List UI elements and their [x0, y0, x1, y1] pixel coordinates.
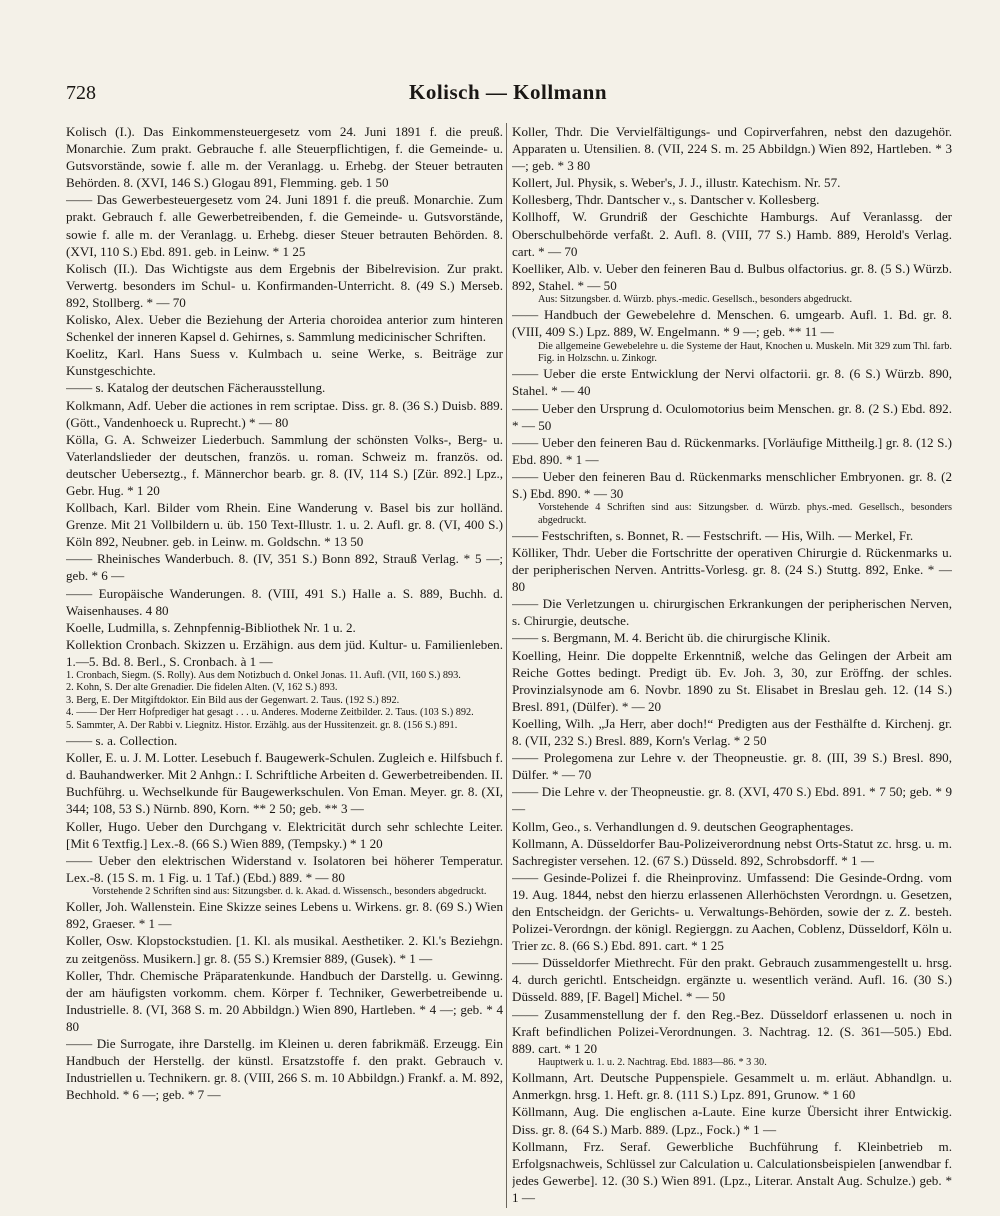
bibliography-entry: —— Rheinisches Wanderbuch. 8. (IV, 351 S.) Bonn 892, Strauß Verlag. * 5 —; geb. * 6 —	[66, 551, 503, 584]
bibliography-entry: —— Die Lehre v. der Theopneustie. gr. 8. (XVI, 470 S.) Ebd. 891. * 7 50; geb. * 9 —	[512, 784, 952, 817]
bibliography-entry: Kolisch (I.). Das Einkommensteuergesetz vom 24. Juni 1891 f. die preuß. Monarchie. Zum prakt. Gebrauche f. alle Steuerpflichtigen, f. die Gemeinde- u. Gutsvorstände, sowie f. alle m. der Veranlagg. u. Erhebg. der Steuer betrauten Behörden. 8. (XVI, 146 S.) Glogau 891, Flemming. geb. 1 50	[66, 124, 503, 191]
series-volume: 3. Berg, E. Der Mitgiftdoktor. Ein Bild aus der Gegenwart. 2. Taus. (192 S.) 892.	[66, 694, 400, 706]
bibliography-entry: —— Ueber die erste Entwicklung der Nervi olfactorii. gr. 8. (6 S.) Würzb. 890, Stahel. * — 40	[512, 366, 952, 399]
series-volume: 1. Cronbach, Siegm. (S. Rolly). Aus dem Notizbuch d. Onkel Jonas. 11. Aufl. (VII, 160 S.) 893.	[66, 670, 461, 681]
bibliography-entry: Kollesberg, Thdr. Dantscher v., s. Dantscher v. Kollesberg.	[512, 192, 820, 208]
bibliography-entry: Koller, Thdr. Chemische Präparatenkunde. Handbuch der Darstellg. u. Gewinng. der am häufigsten vorkomm. chem. Körper f. Techniker, Gewerbetreibende u. Industrielle. 8. (VI, 368 S. m. 20 Abbildgn.) Wien 890, Hartleben. * 4 —; geb. * 4 80	[66, 967, 503, 1034]
column-divider	[506, 123, 507, 1208]
footnote: Aus: Sitzungsber. d. Würzb. phys.-medic. Gesellsch., besonders abgedruckt.	[538, 293, 853, 305]
bibliography-entry: Koller, E. u. J. M. Lotter. Lesebuch f. Baugewerk-Schulen. Zugleich e. Hilfsbuch f. d. Bauhandwerker. Mit 2 Anhgn.: I. Schriftliche Arbeiten d. Gewerbetreibenden. II. Buchführg. u. Wechselkunde für Baugewerkschulen. Von Eman. Meyer. gr. 8. (XI, 344; 108, 53 S.) Nürnb. 890, Korn. ** 2 50; geb. ** 3 —	[66, 750, 503, 817]
bibliography-entry: —— Düsseldorfer Miethrecht. Für den prakt. Gebrauch zusammengestellt u. hrsg. 4. durch gerichtl. Entscheidgn. ergänzte u. wesentlich veränd. Aufl. 16. (30 S.) Düsseld. 889, [F. Bagel] Michel. * — 50	[512, 955, 952, 1005]
footnote: Vorstehende 4 Schriften sind aus: Sitzungsber. d. Würzb. phys.-med. Gesellsch., besonders abgedruckt.	[538, 502, 952, 526]
bibliography-entry: Köllmann, Aug. Die englischen a-Laute. Eine kurze Übersicht ihrer Entwickig. Diss. gr. 8. (64 S.) Marb. 889. (Lpz., Fock.) * 1 —	[512, 1104, 952, 1137]
bibliography-entry: Koelle, Ludmilla, s. Zehnpfennig-Bibliothek Nr. 1 u. 2.	[66, 619, 356, 635]
bibliography-entry: Kollmann, Frz. Seraf. Gewerbliche Buchführung f. Kleinbetrieb m. Erfolgsnachweis, Schlüssel zur Calculation u. Calculationsbeispielen [anwendbar f. jedes Gewerbe]. 12. (30 S.) Wien 891. (Lpz., Literar. Anstalt Aug. Schulze.) geb. * 1 —	[512, 1138, 952, 1205]
right-column	[512, 123, 952, 1208]
bibliography-entry: —— Handbuch der Gewebelehre d. Menschen. 6. umgearb. Aufl. 1. Bd. gr. 8. (VIII, 409 S.) Lpz. 889, W. Engelmann. * 9 —; geb. ** 11 —	[512, 307, 952, 340]
bibliography-entry: —— Festschriften, s. Bonnet, R. — Festschrift. — His, Wilh. — Merkel, Fr.	[512, 527, 914, 543]
bibliography-entry: Kollhoff, W. Grundriß der Geschichte Hamburgs. Auf Veranlassg. der Oberschulbehörde verfaßt. 2. Aufl. 8. (VIII, 77 S.) Hamb. 889, Herold's Verlag. cart. * — 70	[512, 209, 952, 259]
bibliography-entry: —— Zusammenstellung der f. den Reg.-Bez. Düsseldorf erlassenen u. noch in Kraft befindlichen Polizei-Verordnungen. 3. Nachtrag. 12. (S. 361—505.) Ebd. 889. cart. * 1 20	[512, 1006, 952, 1056]
series-volume: 2. Kohn, S. Der alte Grenadier. Die fidelen Alten. (V, 162 S.) 893.	[66, 682, 338, 694]
running-title: Kolisch — Kollmann	[408, 80, 608, 104]
bibliography-entry: Koelling, Heinr. Die doppelte Erkenntniß, welche das Gelingen der Arbeit am Reiche Gottes bedingt. Predigt üb. Ev. Joh. 3, 30, zur Eröffng. der schles. Provinzialsynode am 6. Novbr. 1890 zu St. Elisabet in Breslau geh. 12. (14 S.) Bresl. 891, (Dülfer). * — 20	[512, 647, 952, 714]
bibliography-entry: Kollektion Cronbach. Skizzen u. Erzähign. aus dem jüd. Kultur- u. Familienleben. 1.—5. Bd. 8. Berl., S. Cronbach. à 1 —	[66, 636, 503, 669]
bibliography-entry: —— s. Katalog der deutschen Fächerausstellung.	[66, 380, 326, 396]
bibliography-entry: Koller, Thdr. Die Vervielfältigungs- und Copirverfahren, nebst den dazugehör. Apparaten u. Utensilien. 8. (VII, 224 S. m. 25 Abbildgn.) Wien 892, Hartleben. * 3 —; geb. * 3 80	[512, 124, 952, 174]
bibliography-entry: Koller, Hugo. Ueber den Durchgang v. Elektricität durch sehr schlechte Leiter. [Mit 6 Textfig.] Lex.-8. (66 S.) Wien 889, (Tempsky.) * 1 20	[66, 818, 503, 851]
footnote: Vorstehende 2 Schriften sind aus: Sitzungsber. d. k. Akad. d. Wissensch., besonders abgedruckt.	[92, 885, 487, 897]
bibliography-entry: Koller, Osw. Klopstockstudien. [1. Kl. als musikal. Aesthetiker. 2. Kl.'s Beziehgn. zu zeitgenöss. Musikern.] gr. 8. (55 S.) Kremsier 889, (Gusek). * 1 —	[66, 933, 503, 966]
page-number: 728	[66, 82, 96, 104]
bibliography-entry: Kollbach, Karl. Bilder vom Rhein. Eine Wanderung v. Basel bis zur holländ. Grenze. Mit 21 Vollbildern u. üb. 150 Text-Illustr. 1. u. 2. Aufl. gr. 8. (VI, 400 S.) Köln 892, Neubner. geb. in Leinw. m. Goldschn. * 13 50	[66, 500, 503, 550]
bibliography-entry: —— Das Gewerbesteuergesetz vom 24. Juni 1891 f. die preuß. Monarchie. Zum prakt. Gebrauch f. alle Gewerbetreibenden, f. die Gemeinde- u. Gutsvorstände, sowie f. alle m. der Veranlagg. u. Erhebg. dieser Steuer betrauten Behörden. 8. (XVI, 110 S.) Ebd. 891. geb. in Leinw. * 1 25	[66, 192, 503, 259]
page-header	[66, 80, 950, 114]
bibliography-entry: —— Die Surrogate, ihre Darstellg. im Kleinen u. deren fabrikmäß. Erzeugg. Ein Handbuch der Herstellg. der künstl. Ersatzstoffe f. den prakt. Gebrauch v. Industriellen u. Technikern. gr. 8. (VIII, 266 S. m. 10 Abbildgn.) Frankf. a. M. 892, Bechhold. * 6 —; geb. * 7 —	[66, 1036, 503, 1103]
bibliography-entry: Kolisch (II.). Das Wichtigste aus dem Ergebnis der Bibelrevision. Zur prakt. Verwertg. besonders im Schul- u. Konfirmanden-Unterricht. 8. (49 S.) Merseb. 892, Stollberg. * — 70	[66, 260, 503, 310]
bibliography-entry: Kollmann, Art. Deutsche Puppenspiele. Gesammelt u. m. erläut. Abhandlgn. u. Anmerkgn. hrsg. 1. Heft. gr. 8. (111 S.) Lpz. 891, Grunow. * 1 60	[512, 1070, 952, 1103]
bibliography-entry: Kolkmann, Adf. Ueber die actiones in rem scriptae. Diss. gr. 8. (36 S.) Duisb. 889. (Gött., Vandenhoeck u. Ruprecht.) * — 80	[66, 397, 503, 430]
bibliography-entry: —— Europäische Wanderungen. 8. (VIII, 491 S.) Halle a. S. 889, Buchh. d. Waisenhauses. 4 80	[66, 585, 503, 618]
bibliography-entry: Kolisko, Alex. Ueber die Beziehung der Arteria choroidea anterior zum hinteren Schenkel der inneren Kapsel d. Gehirnes, s. Sammlung medicinischer Schriften.	[66, 312, 503, 345]
bibliography-entry: Koelling, Wilh. „Ja Herr, aber doch!“ Predigten aus der Festhälfte d. Kirchenj. gr. 8. (VII, 232 S.) Bresl. 889, Korn's Verlag. * 2 50	[512, 715, 952, 749]
bibliography-entry: Kölla, G. A. Schweizer Liederbuch. Sammlung der schönsten Volks-, Berg- u. Vaterlandslieder der deutschen, französ. u. roman. Schweiz m. französ. od. deutscher Ueberseztg., f. Männerchor bearb. gr. 8. (IV, 114 S.) [Zür. 892.] Lpz., Gebr. Hug. * 1 20	[66, 431, 503, 498]
bibliography-entry: Kollmann, A. Düsseldorfer Bau-Polizeiverordnung nebst Orts-Statut zc. hrsg. u. m. Sachregister versehen. 12. (67 S.) Düsseld. 892, Schrobsdorff. * 1 —	[512, 835, 952, 868]
bibliography-entry: —— Prolegomena zur Lehre v. der Theopneustie. gr. 8. (III, 39 S.) Bresl. 890, Dülfer. * — 70	[512, 750, 952, 783]
bibliography-entry: —— s. a. Collection.	[66, 733, 178, 749]
left-column	[66, 123, 503, 1208]
bibliography-entry: Koelitz, Karl. Hans Suess v. Kulmbach u. seine Werke, s. Beiträge zur Kunstgeschichte.	[66, 346, 503, 379]
bibliography-entry: —— Ueber den elektrischen Widerstand v. Isolatoren bei höherer Temperatur. Lex.-8. (15 S. m. 1 Fig. u. 1 Taf.) (Ebd.) 889. * — 80	[66, 852, 503, 885]
bibliography-entry: —— Ueber den feineren Bau d. Rückenmarks menschlicher Embryonen. gr. 8. (2 S.) Ebd. 890. * — 30	[512, 468, 952, 501]
bibliography-entry: Kollert, Jul. Physik, s. Weber's, J. J., illustr. Katechism. Nr. 57.	[512, 175, 841, 191]
series-volume: 4. —— Der Herr Hofprediger hat gesagt . . . u. Anderes. Moderne Zeitbilder. 2. Taus. (103 S.) 892.	[66, 707, 474, 719]
bibliography-entry: —— s. Bergmann, M. 4. Bericht üb. die chirurgische Klinik.	[512, 630, 831, 646]
footnote: Hauptwerk u. 1. u. 2. Nachtrag. Ebd. 1883—86. * 3 30.	[538, 1056, 767, 1068]
series-volume: 5. Sammter, A. Der Rabbi v. Liegnitz. Histor. Erzählg. aus der Hussitenzeit. gr. 8. (156 S.) 891.	[66, 719, 458, 731]
bibliography-entry: Kölliker, Thdr. Ueber die Fortschritte der operativen Chirurgie d. Rückenmarks u. der peripherischen Nerven. Antritts-Vorlesg. gr. 8. (24 S.) Stuttg. 892, Enke. * — 80	[512, 545, 952, 595]
bibliography-entry: Koller, Joh. Wallenstein. Eine Skizze seines Lebens u. Wirkens. gr. 8. (69 S.) Wien 892, Graeser. * 1 —	[66, 899, 503, 932]
bibliography-entry: Kollm, Geo., s. Verhandlungen d. 9. deutschen Geographentages.	[512, 818, 854, 834]
bibliography-entry: —— Gesinde-Polizei f. die Rheinprovinz. Umfassend: Die Gesinde-Ordng. vom 19. Aug. 1844, nebst den hierzu erlassenen Allerhöchsten Verordngn. u. Gesetzen, den Entscheidgn. der Gerichts- u. Verwaltungs-Behörden, sowie der z. Z. besteh. Polizei-Verordngn. der königl. Regierggn. zu Aachen, Coblenz, Düsseldorf, Köln u. Trier zc. 8. (66 S.) Ebd. 891. cart. * 1 25	[512, 869, 952, 954]
bibliography-entry: —— Die Verletzungen u. chirurgischen Erkrankungen der peripherischen Nerven, s. Chirurgie, deutsche.	[512, 596, 952, 629]
bibliography-entry: Koelliker, Alb. v. Ueber den feineren Bau d. Bulbus olfactorius. gr. 8. (5 S.) Würzb. 892, Stahel. * — 50	[512, 260, 952, 293]
bibliography-entry: —— Ueber den feineren Bau d. Rückenmarks. [Vorläufige Mittheilg.] gr. 8. (12 S.) Ebd. 890. * 1 —	[512, 434, 952, 467]
footnote: Die allgemeine Gewebelehre u. die Systeme der Haut, Knochen u. Muskeln. Mit 329 zum Thl. farb. Fig. in Holzschn. u. Zinkogr.	[538, 340, 952, 364]
bibliography-entry: —— Ueber den Ursprung d. Oculomotorius beim Menschen. gr. 8. (2 S.) Ebd. 892. * — 50	[512, 400, 952, 433]
